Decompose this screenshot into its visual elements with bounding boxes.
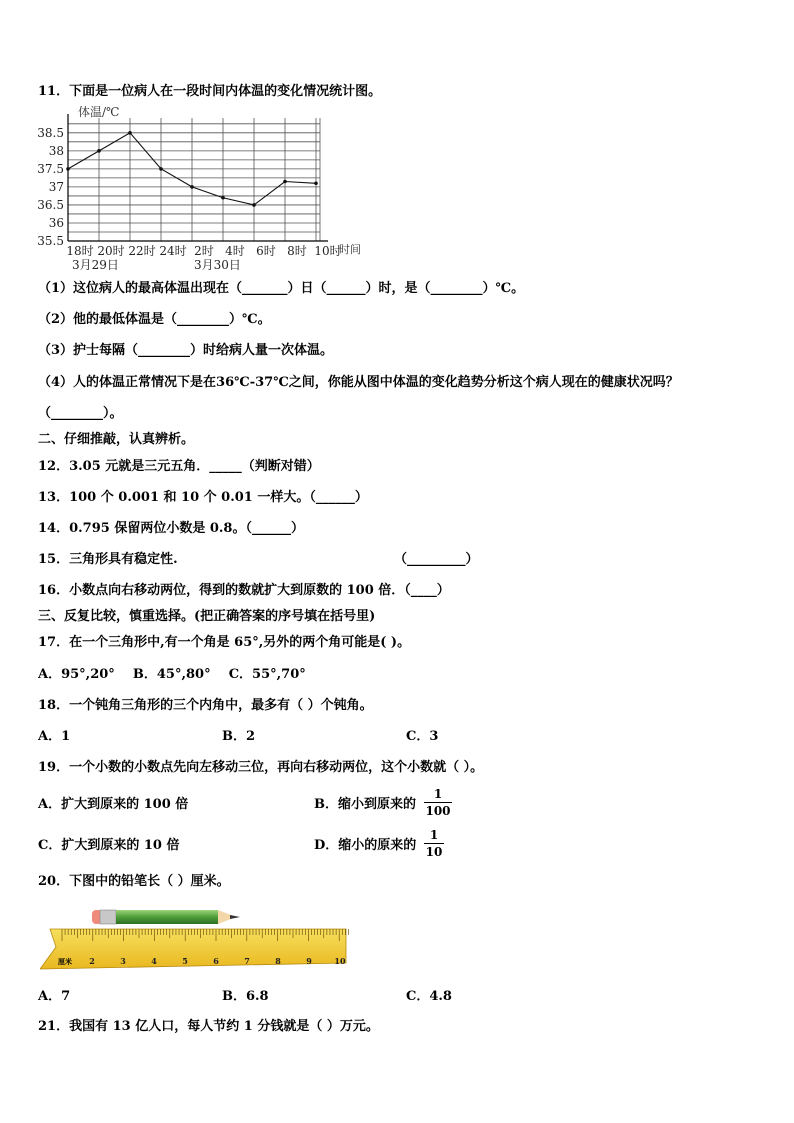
ruler-number: 10 [334, 956, 346, 966]
temperature-data-point [221, 196, 225, 200]
y-tick-label: 35.5 [37, 234, 64, 248]
x-tick-label: 2时 [194, 244, 214, 258]
y-tick-label: 38 [48, 143, 64, 158]
fraction-numerator: 1 [429, 828, 439, 842]
q19-stem: 19．一个小数的小数点先向左移动三位，再向右移动两位，这个小数就（ ）。 [38, 760, 484, 775]
ruler [40, 929, 350, 969]
x-axis-label: 时间 [339, 243, 361, 256]
y-tick-label: 37 [48, 179, 64, 194]
q11-sub3: （3）护士每隔（________）时给病人量一次体温。 [38, 343, 334, 358]
q11-sub1: （1）这位病人的最高体温出现在（_______）日（______）时，是（________）℃。 [38, 281, 525, 296]
ruler-number: 9 [306, 956, 312, 966]
ruler-unit-label: 厘米 [58, 957, 72, 966]
x-tick-label: 24时 [159, 244, 187, 258]
section-2-heading: 二、仔细推敲，认真辨析。 [38, 432, 195, 447]
y-tick-label: 36 [48, 215, 64, 230]
temperature-line-chart [36, 104, 416, 276]
q19-option-d-fraction [424, 828, 444, 859]
x-tick-label: 8时 [287, 244, 307, 258]
x-tick-label: 22时 [128, 244, 156, 258]
q11-title: 11．下面是一位病人在一段时间内体温的变化情况统计图。 [38, 84, 382, 99]
q18-stem: 18．一个钝角三角形的三个内角中，最多有（ ）个钝角。 [38, 698, 373, 713]
q19-option-c: C．扩大到原来的 10 倍 [38, 838, 180, 853]
pencil [92, 910, 240, 924]
date-label: 3月30日 [194, 258, 241, 272]
pencil-body [116, 910, 218, 924]
q11-sub4: （4）人的体温正常情况下是在36℃-37℃之间，你能从图中体温的变化趋势分析这个病人现在的健康状况吗？ [38, 375, 679, 390]
q20-option-a: A．7 [38, 989, 71, 1004]
date-label: 3月29日 [72, 258, 119, 272]
q17-options: A．95°,20° B．45°,80° C．55°,70° [38, 667, 306, 682]
pencil-ruler-figure [40, 905, 350, 973]
ruler-number: 6 [213, 956, 219, 966]
q13: 13．100 个 0.001 和 10 个 0.01 一样大。（______） [38, 490, 368, 505]
ruler-number: 8 [275, 956, 281, 966]
ruler-number: 3 [120, 956, 126, 966]
q15-blank: （_________） [394, 552, 479, 567]
pencil-lead [230, 915, 240, 919]
temperature-data-point [159, 167, 163, 171]
x-tick-label: 20时 [97, 244, 125, 258]
x-tick-label: 10时 [314, 244, 342, 258]
q21: 21．我国有 13 亿人口，每人节约 1 分钱就是（ ）万元。 [38, 1019, 379, 1034]
temperature-data-point [190, 185, 194, 189]
q16: 16．小数点向右移动两位，得到的数就扩大到原数的 100 倍．（____） [38, 583, 450, 598]
ruler-number: 4 [151, 956, 157, 966]
x-tick-label: 18时 [66, 244, 94, 258]
q20-stem: 20．下图中的铅笔长（ ）厘米。 [38, 874, 230, 889]
temperature-data-point [66, 167, 70, 171]
y-tick-label: 37.5 [37, 161, 64, 176]
ruler-number: 2 [89, 956, 95, 966]
q11-sub4-blank: （________）。 [38, 406, 123, 421]
temperature-data-point [252, 203, 256, 207]
temperature-data-point [283, 180, 287, 184]
q18-option-a: A．1 [38, 729, 71, 744]
fraction-denominator: 100 [425, 804, 451, 818]
q17-stem: 17．在一个三角形中,有一个角是 65°,另外的两个角可能是( )。 [38, 635, 411, 650]
q19-option-a: A．扩大到原来的 100 倍 [38, 797, 189, 812]
x-tick-label: 4时 [225, 244, 245, 258]
q19-option-d: D．缩小的原来的 [314, 838, 417, 853]
q20-option-b: B．6.8 [222, 989, 269, 1004]
q18-option-b: B．2 [222, 729, 256, 744]
x-tick-label: 6时 [256, 244, 276, 258]
ruler-number: 5 [182, 956, 188, 966]
pencil-ferrule [100, 910, 116, 924]
q20-option-c: C．4.8 [406, 989, 452, 1004]
section-3-heading: 三、反复比较，慎重选择。(把正确答案的序号填在括号里) [38, 609, 376, 624]
q19-option-b-fraction [424, 787, 452, 818]
temperature-data-point [97, 149, 101, 153]
q19-option-b: B．缩小到原来的 [314, 797, 416, 812]
temperature-data-point [314, 182, 318, 186]
temperature-data-point [128, 131, 132, 135]
q18-option-c: C．3 [406, 729, 439, 744]
fraction-denominator: 10 [425, 845, 443, 859]
q11-sub2: （2）他的最低体温是（________）℃。 [38, 312, 271, 327]
fraction-bar [424, 843, 444, 844]
ruler-number: 7 [244, 956, 250, 966]
ruler-body [40, 929, 346, 969]
fraction-numerator: 1 [433, 787, 443, 801]
y-tick-label: 36.5 [37, 197, 64, 212]
q12: 12．3.05 元就是三元五角．_____（判断对错） [38, 459, 320, 474]
fraction-bar [424, 802, 452, 803]
y-axis-label: 体温/℃ [78, 105, 120, 119]
q15: 15．三角形具有稳定性. [38, 552, 178, 567]
q14: 14．0.795 保留两位小数是 0.8。（______） [38, 521, 304, 536]
y-tick-label: 38.5 [37, 125, 64, 140]
